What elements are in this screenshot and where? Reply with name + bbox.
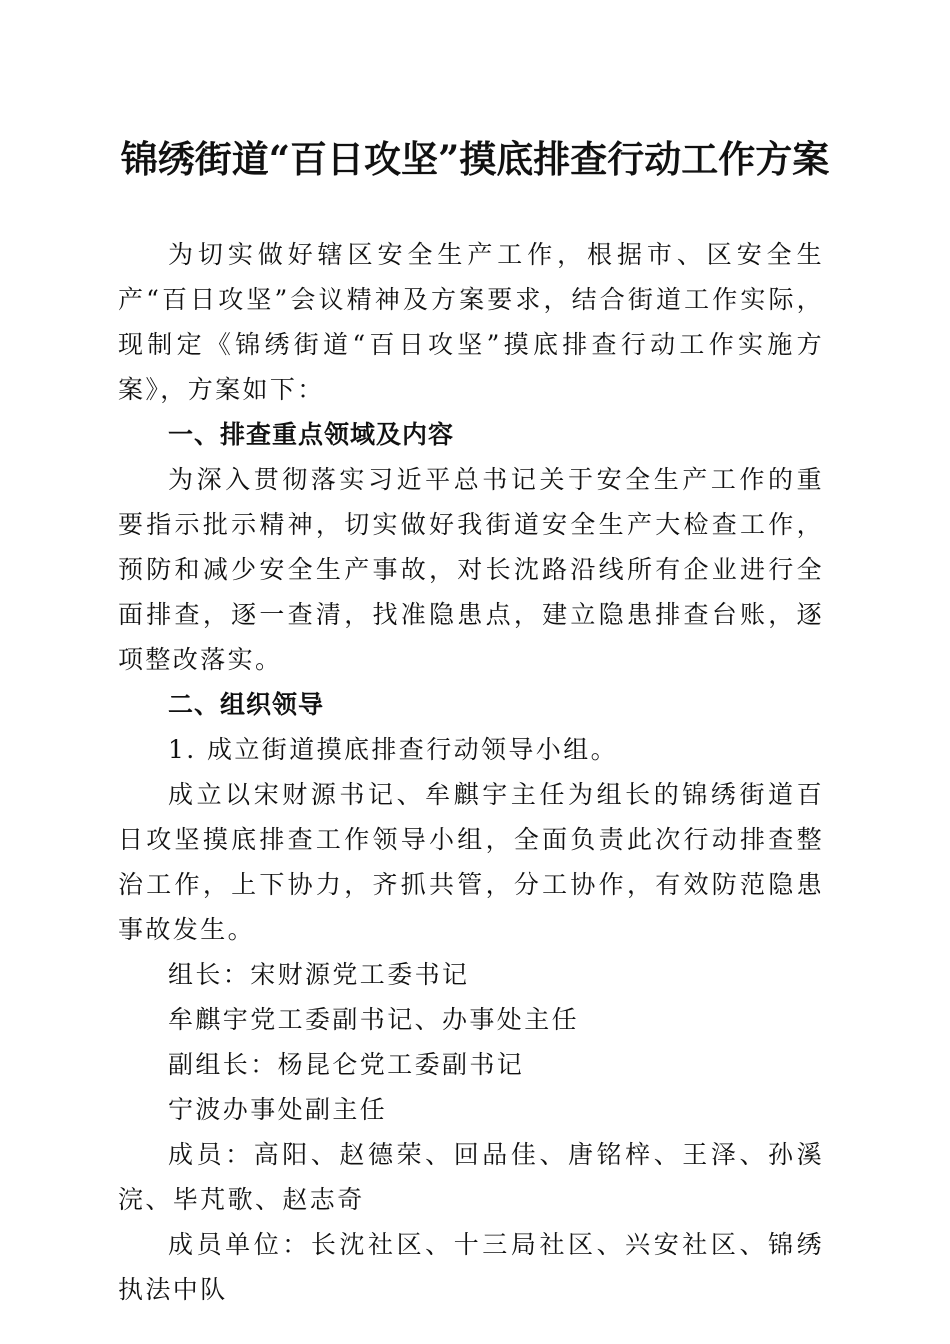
section-2-item-1: 1. 成立街道摸底排查行动领导小组。 <box>168 735 619 764</box>
intro-paragraph: 为切实做好辖区安全生产工作，根据市、区安全生产“百日攻坚”会议精神及方案要求，结合街道工作实际，现制定《锦绣街道“百日攻坚”摸底排查行动工作实施方案》，方案如下： <box>118 240 824 404</box>
deputy-leader-line-2: 宁波办事处副主任 <box>168 1095 388 1124</box>
members-line: 成员：高阳、赵德荣、回品佳、唐铭梓、王泽、孙溪浣、毕芃歌、赵志奇 <box>118 1140 824 1214</box>
section-1-paragraph: 为深入贯彻落实习近平总书记关于安全生产工作的重要指示批示精神，切实做好我街道安全生产大检查工作，预防和减少安全生产事故，对长沈路沿线所有企业进行全面排查，逐一查清，找准隐患点，建立隐患排查台账，逐项整改落实。 <box>118 465 824 674</box>
section-1-heading: 一、排查重点领域及内容 <box>168 420 455 449</box>
document-body <box>118 232 824 1312</box>
leader-line-2: 牟麒宇党工委副书记、办事处主任 <box>168 1005 580 1034</box>
leader-line: 组长：宋财源党工委书记 <box>168 960 470 989</box>
document-title: 锦绣街道“百日攻坚”摸底排查行动工作方案 <box>120 137 830 181</box>
deputy-leader-line: 副组长：杨昆仑党工委副书记 <box>168 1050 525 1079</box>
section-2-heading: 二、组织领导 <box>168 690 325 719</box>
section-2-paragraph: 成立以宋财源书记、牟麒宇主任为组长的锦绣街道百日攻坚摸底排查工作领导小组，全面负责此次行动排查整治工作，上下协力，齐抓共管，分工协作，有效防范隐患事故发生。 <box>118 780 824 944</box>
member-units-line: 成员单位：长沈社区、十三局社区、兴安社区、锦绣执法中队 <box>118 1230 824 1304</box>
